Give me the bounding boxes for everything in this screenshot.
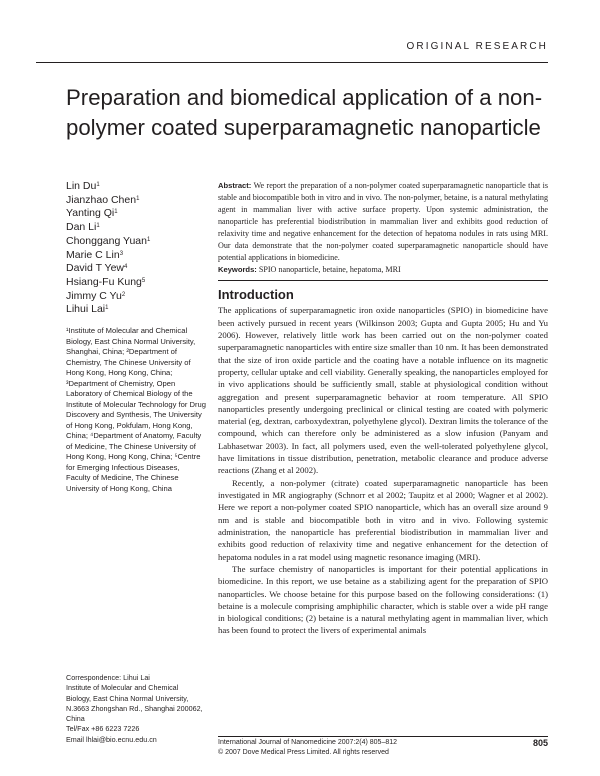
main-column [218, 180, 548, 637]
copyright: © 2007 Dove Medical Press Limited. All rights reserved [218, 749, 389, 756]
author: Dan Li$^1$ [66, 221, 100, 234]
page-number: 805 [532, 738, 548, 748]
author: David T Yew$^4$ [66, 262, 128, 275]
page-footer [218, 736, 548, 758]
abstract-rule [218, 280, 548, 281]
author: Hsiang-Fu Kung$^5$ [66, 275, 146, 288]
author-list [66, 180, 206, 317]
section-heading: Introduction [218, 287, 294, 303]
correspondence-line: Tel/Fax +86 6223 7226 [66, 724, 140, 734]
author: Jianzhao Chen$^1$ [66, 193, 140, 206]
section-label: ORIGINAL RESEARCH [406, 41, 548, 52]
keywords-label: Keywords: [218, 265, 257, 275]
keywords [218, 264, 548, 276]
abstract-label: Abstract: [218, 181, 252, 190]
correspondence-block [66, 673, 208, 745]
abstract [218, 180, 548, 264]
author: Marie C Lin$^3$ [66, 248, 124, 261]
journal-citation: International Journal of Nanomedicine 2007:2(4) 805–812 [218, 739, 398, 746]
body-paragraph: The surface chemistry of nanoparticles is important for their potential applications in biomedicine. In this report, we use betaine as a stabilizing agent for the preparation of SPIO nanoparticles. We choose betaine for this purpose based on the following considerations: (1) betaine is a molecule comprising amphiphilic character, which is stable over a wide pH range in biological conditions; (2) betaine is a natural methylating agent in mammalian liver, which has been found to protect the livers of experimental animals [218, 563, 548, 636]
abstract-text: We report the preparation of a non-polymer coated superparamagnetic nanoparticle that is stable and biocompatible both in vitro and in vivo. The non-polymer, betaine, is a natural methylating agent in mammalian liver with active surface property. Upon systemic administration, the nanoparticle has preferential biodistribution in mammalian liver and exhibits good reduction of relaxivity time and negative enhancement for the detection of hepatoma nodules in rats using MRI. Our data demonstrate that the non-polymer coated superparamagnetic nanoparticle should have potential applications in biomedicine. [218, 181, 548, 263]
correspondence-email[interactable]: Email lhlai@bio.ecnu.edu.cn [66, 734, 157, 744]
author: Chonggang Yuan$^1$ [66, 234, 151, 247]
affiliations: ¹Institute of Molecular and Chemical Biology, East China Normal University, Shanghai, China; ²Department of Chemistry, The Chinese University of Hong Kong, Hong Kong, China; ³Department of Chemistry, Open Laboratory of Chemical Biology of the Institute of Molecular Technology for Drug Discovery and Synthesis, The University of Hong Kong, Pokfulam, Hong Kong, China; ⁴Department of Anatomy, Faculty of Medicine, The Chinese University of Hong Kong, Hong Kong, China; ⁵Centre for Emerging Infectious Diseases, Faculty of Medicine, The Chinese University of Hong Kong, China [66, 326, 206, 493]
author: Lin Du$^1$ [66, 180, 100, 192]
correspondence-line: N.3663 Zhongshan Rd., Shanghai 200062, [66, 703, 203, 713]
footer-rule [218, 736, 548, 737]
correspondence-line: Correspondence: Lihui Lai [66, 673, 150, 682]
author: Jimmy C Yu$^2$ [66, 289, 126, 302]
author: Yanting Qi$^1$ [66, 207, 118, 220]
correspondence-line: Biology, East China Normal University, [66, 693, 189, 703]
author-column [66, 180, 206, 494]
introduction-section [218, 287, 548, 636]
author: Lihui Lai$^1$ [66, 303, 109, 316]
header-rule [36, 62, 548, 63]
body-paragraph: Recently, a non-polymer (citrate) coated superparamagnetic nanoparticle has been investigated in MR angiography (Schnorr et al 2002; Taupitz et al 2000; Wagner et al 2002). Here we report a non-polymer coated SPIO nanoparticle, which has an overall size around 9 nm and is stable and biocompatible both in vitro and in vivo. Following systemic administration, the nanoparticle has preferential biodistribution in mammalian liver and exhibits good reduction of relaxivity time and negative enhancement for the detection of hepatoma nodules in a rat model using magnetic resonance imaging (MRI). [218, 477, 548, 562]
body-paragraph: The applications of superparamagnetic iron oxide nanoparticles (SPIO) in biomedicine have been actively pursued in recent years (Wilkinson 2003; Gupta and Gupta 2005; Hu and Yu 2006). However, relatively little work has been carried out on the non-polymer coated superparamagnetic nanoparticles with entire size smaller than 10 nm. It has been demonstrated that the size of iron oxide particle and the coating have a notable influence on its magnetic property, cellular uptake and cell viability. Generally speaking, the nanoparticles employed for in vivo applications should be sufficiently small, stable at physiological condition without aggregation and present superparamagnetic behavior at room temperature. All SPIO nanoparticles presently undergoing preclinical or clinical testing are coated with polymeric material (eg, dextran, carboxydextran, polyethylene glycol). Dextran limits the tolerance of the compound, which can therefore only be administered as a slow infusion (Panyam and Labhasetwar 2003). In fact, all polymers used, even the well-tolerated polyethylene glycol, have limitations in tissue distribution, penetration, metabolic clearance and produce adverse reactions (Zhang et al 2002). [218, 305, 548, 476]
correspondence-line: China [66, 714, 85, 724]
correspondence-line: Institute of Molecular and Chemical [66, 683, 179, 693]
keywords-text: SPIO nanoparticle, betaine, hepatoma, MRI [258, 265, 401, 275]
article-title: Preparation and biomedical application of a non-polymer coated superparamagnetic nanoparticle [66, 85, 543, 140]
